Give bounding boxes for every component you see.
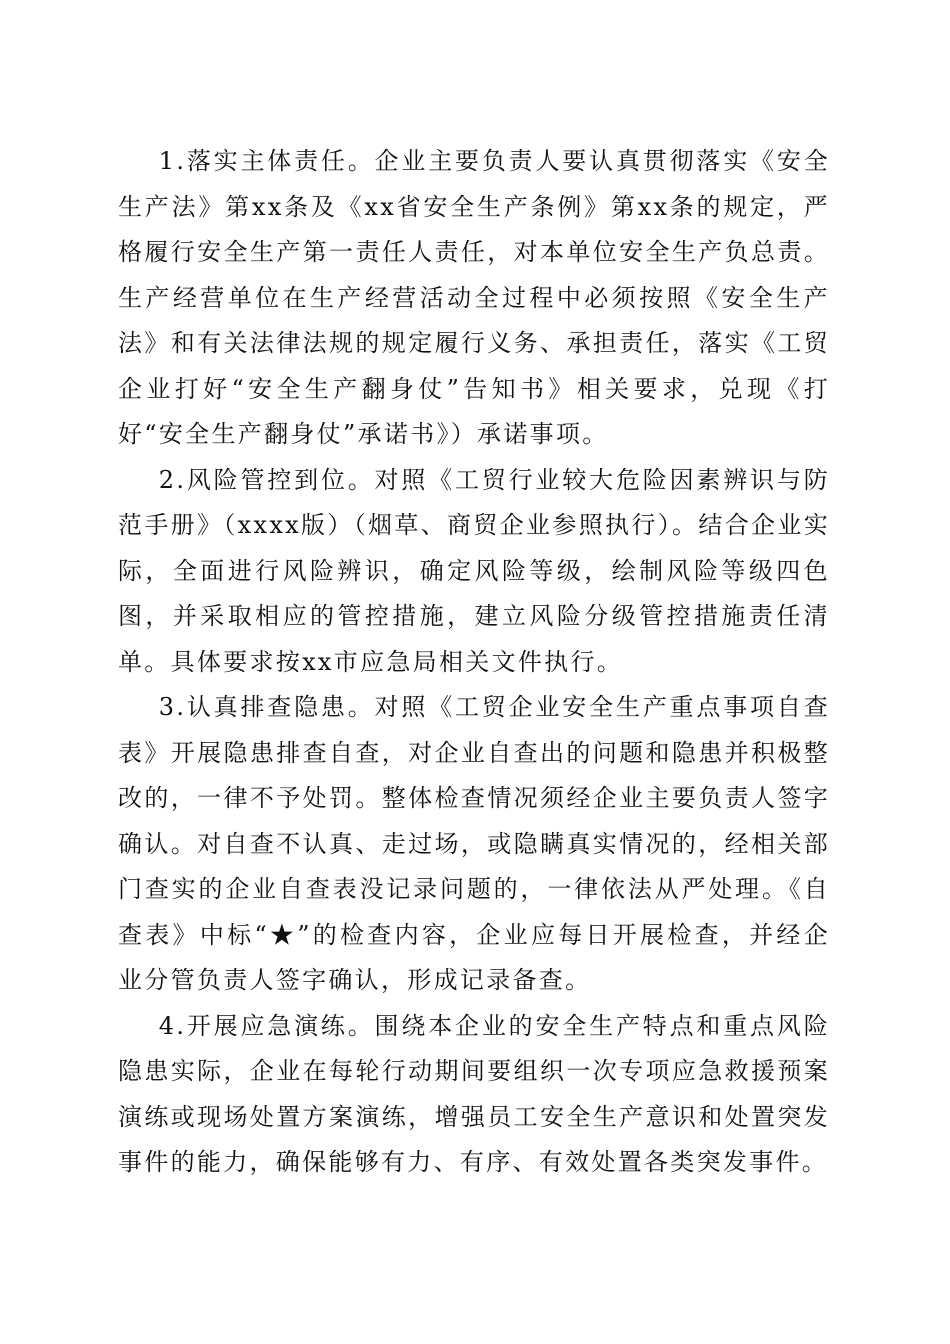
document-body [118, 139, 830, 1186]
paragraph-emergency-drill: 4.开展应急演练。围绕本企业的安全生产特点和重点风险隐患实际，企业在每轮行动期间要组织一次专项应急救援预案演练或现场处置方案演练，增强员工安全生产意识和处置突发事件的能力，确保能够有力、有序、有效处置各类突发事件。 [118, 1011, 830, 1176]
paragraph-risk-control: 2.风险管控到位。对照《工贸行业较大危险因素辨识与防范手册》（xxxx版）（烟草、商贸企业参照执行）。结合企业实际，全面进行风险辨识，确定风险等级，绘制风险等级四色图，并采取相应的管控措施，建立风险分级管控措施责任清单。具体要求按xx市应急局相关文件执行。 [118, 465, 830, 676]
paragraph-main-responsibility: 1.落实主体责任。企业主要负责人要认真贯彻落实《安全生产法》第xx条及《xx省安全生产条例》第xx条的规定，严格履行安全生产第一责任人责任，对本单位安全生产负总责。生产经营单位在生产经营活动全过程中必须按照《安全生产法》和有关法律法规的规定履行义务、承担责任，落实《工贸企业打好“安全生产翻身仗”告知书》相关要求，兑现《打好“安全生产翻身仗”承诺书》）承诺事项。 [118, 147, 830, 448]
paragraph-hazard-inspection: 3.认真排查隐患。对照《工贸企业安全生产重点事项自查表》开展隐患排查自查，对企业自查出的问题和隐患并积极整改的，一律不予处罚。整体检查情况须经企业主要负责人签字确认。对自查不认真、走过场，或隐瞒真实情况的，经相关部门查实的企业自查表没记录问题的，一律依法从严处理。《自查表》中标“★”的检查内容，企业应每日开展检查，并经企业分管负责人签字确认，形成记录备查。 [118, 693, 830, 994]
